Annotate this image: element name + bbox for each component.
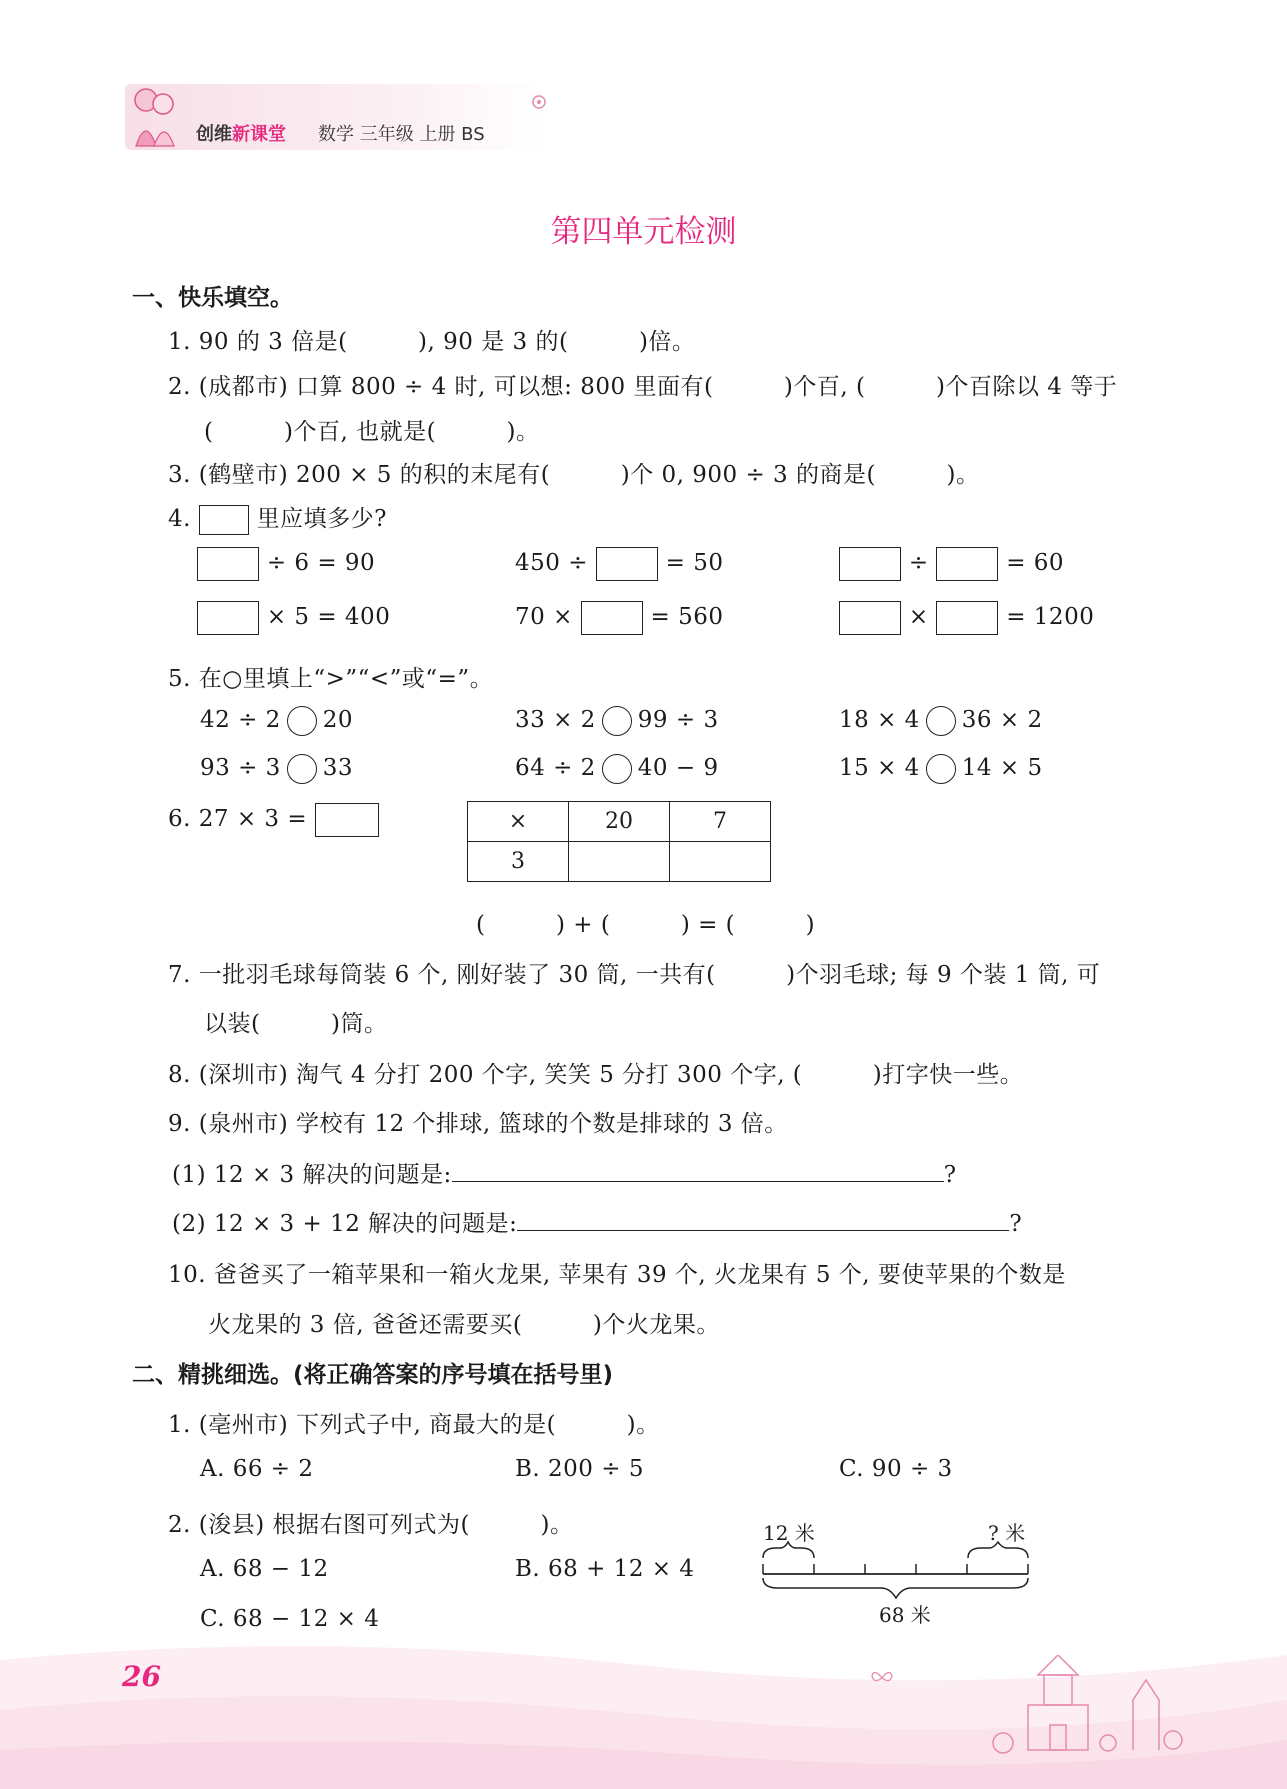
segment-diagram: [756, 1540, 1056, 1600]
question-2-line2: ( )个百, 也就是( )。: [204, 419, 540, 445]
page-title: 第四单元检测: [550, 214, 737, 250]
castle-icon: [968, 1655, 1188, 1775]
s2-question-1: 1. (亳州市) 下列式子中, 商最大的是( )。: [168, 1412, 660, 1438]
table-cell-empty[interactable]: [670, 842, 771, 882]
s2-q1-option-c: C. 90 ÷ 3: [839, 1456, 953, 1482]
question-1: 1. 90 的 3 倍是( ), 90 是 3 的( )倍。: [168, 329, 696, 355]
table-header-7: 7: [670, 802, 771, 842]
q5-item-3: 18 × 4 36 × 2: [839, 706, 1043, 736]
compare-circle[interactable]: [287, 754, 317, 784]
s2-q2-option-c: C. 68 − 12 × 4: [200, 1606, 380, 1632]
q5-item-4: 93 ÷ 3 33: [200, 754, 353, 784]
answer-line[interactable]: [517, 1206, 1009, 1231]
table-row-label: 3: [468, 842, 569, 882]
answer-box[interactable]: [581, 601, 643, 635]
s2-q2-option-a: A. 68 − 12: [200, 1556, 329, 1582]
answer-box[interactable]: [596, 547, 658, 581]
compare-circle[interactable]: [926, 706, 956, 736]
answer-box[interactable]: [839, 547, 901, 581]
compare-circle[interactable]: [287, 706, 317, 736]
q5-item-2: 33 × 2 99 ÷ 3: [515, 706, 719, 736]
page-number: 26: [122, 1660, 161, 1693]
question-4: 4. 里应填多少?: [168, 500, 387, 535]
question-9: 9. (泉州市) 学校有 12 个排球, 篮球的个数是排球的 3 倍。: [168, 1111, 788, 1137]
q5-item-1: 42 ÷ 2 20: [200, 706, 353, 736]
butterfly-icon: [870, 1668, 894, 1688]
compare-circle[interactable]: [602, 754, 632, 784]
answer-box[interactable]: [315, 803, 379, 837]
question-10-line1: 10. 爸爸买了一箱苹果和一箱火龙果, 苹果有 39 个, 火龙果有 5 个, 要使苹果的个数是: [168, 1262, 1066, 1288]
s2-q1-option-a: A. 66 ÷ 2: [200, 1456, 314, 1482]
s2-q1-option-b: B. 200 ÷ 5: [515, 1456, 644, 1482]
table-header-op: ×: [468, 802, 569, 842]
q5-item-5: 64 ÷ 2 40 − 9: [515, 754, 719, 784]
flower-icon: [529, 92, 549, 112]
question-9-1: (1) 12 × 3 解决的问题是: ?: [172, 1156, 957, 1189]
question-7-line2: 以装( )筒。: [204, 1011, 388, 1037]
answer-box[interactable]: [936, 547, 998, 581]
diagram-label-total: 68 米: [879, 1603, 931, 1627]
multiplication-table: [467, 801, 771, 882]
q4-item-2: 450 ÷ = 50: [515, 547, 723, 581]
question-9-2: (2) 12 × 3 + 12 解决的问题是: ?: [172, 1205, 1022, 1238]
q4-item-1: ÷ 6 = 90: [197, 547, 375, 581]
question-2-line1: 2. (成都市) 口算 800 ÷ 4 时, 可以想: 800 里面有( )个百, ( )个百除以 4 等于: [168, 374, 1118, 400]
book-subject: 数学 三年级 上册 BS: [318, 124, 485, 145]
section1-heading: 一、快乐填空。: [132, 285, 293, 311]
q4-item-4: × 5 = 400: [197, 601, 390, 635]
brace-left: [763, 1542, 814, 1558]
question-10-line2: 火龙果的 3 倍, 爸爸还需要买( )个火龙果。: [208, 1312, 720, 1338]
question-8: 8. (深圳市) 淘气 4 分打 200 个字, 笑笑 5 分打 300 个字, ( )打字快一些。: [168, 1062, 1024, 1088]
cartoon-kids-icon: [128, 80, 178, 152]
q4-item-3: ÷ = 60: [839, 547, 1064, 581]
table-cell-empty[interactable]: [569, 842, 670, 882]
compare-circle[interactable]: [926, 754, 956, 784]
question-6: 6. 27 × 3 =: [168, 803, 379, 837]
diagram-label-left: 12 米: [763, 1521, 815, 1545]
compare-circle[interactable]: [602, 706, 632, 736]
answer-box[interactable]: [199, 505, 249, 535]
answer-box[interactable]: [197, 547, 259, 581]
brand-logo: 创维新课堂: [196, 124, 286, 145]
q5-item-6: 15 × 4 14 × 5: [839, 754, 1043, 784]
answer-line[interactable]: [452, 1157, 944, 1182]
brace-bottom: [763, 1578, 1028, 1598]
question-3: 3. (鹤壁市) 200 × 5 的积的末尾有( )个 0, 900 ÷ 3 的商是( )。: [168, 462, 980, 488]
question-5: 5. 在○里填上“>”“<”或“=”。: [168, 666, 494, 692]
answer-box[interactable]: [839, 601, 901, 635]
q6-sum: ( ) + ( ) = ( ): [476, 912, 816, 938]
answer-box[interactable]: [197, 601, 259, 635]
s2-q2-option-b: B. 68 + 12 × 4: [515, 1556, 695, 1582]
q4-item-5: 70 × = 560: [515, 601, 723, 635]
q4-item-6: × = 1200: [839, 601, 1094, 635]
question-7-line1: 7. 一批羽毛球每筒装 6 个, 刚好装了 30 筒, 一共有( )个羽毛球; 每 9 个装 1 筒, 可: [168, 962, 1101, 988]
table-header-20: 20: [569, 802, 670, 842]
s2-question-2: 2. (浚县) 根据右图可列式为( )。: [168, 1512, 574, 1538]
brace-right: [968, 1542, 1028, 1558]
diagram-label-right: ? 米: [988, 1521, 1026, 1545]
answer-box[interactable]: [936, 601, 998, 635]
section2-heading: 二、精挑细选。(将正确答案的序号填在括号里): [132, 1362, 614, 1388]
